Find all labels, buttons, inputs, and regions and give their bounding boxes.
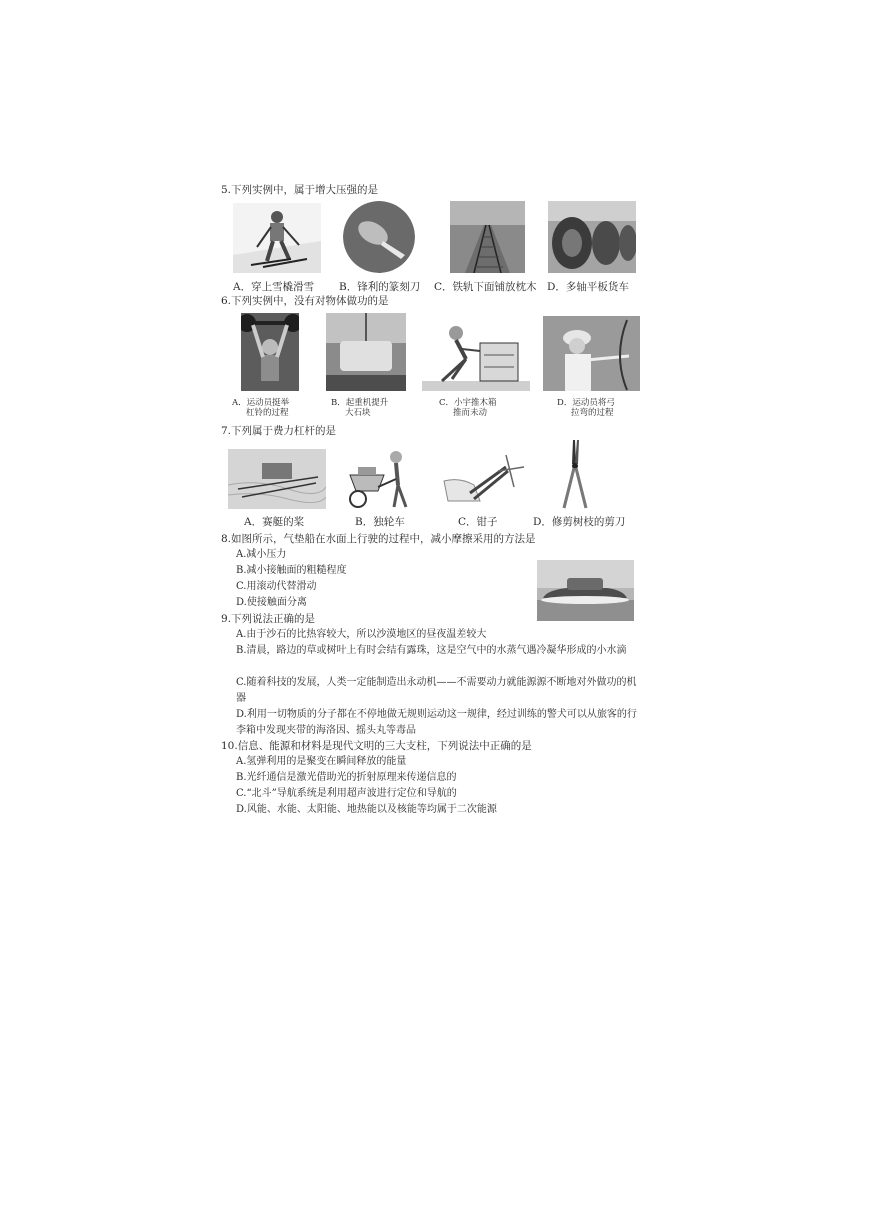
question-6-stem: 6.下列实例中，没有对物体做功的是 xyxy=(221,295,389,307)
wheelbarrow-image xyxy=(344,447,414,510)
q6-caption-b xyxy=(331,398,388,418)
weightlifter-image xyxy=(241,313,299,391)
q7-caption-a: A．赛艇的桨 xyxy=(244,516,305,528)
railway-track-image xyxy=(450,201,525,273)
q5-caption-a: A．穿上雪橇滑雪 xyxy=(233,281,315,293)
q6-caption-b-line1: B．起重机提升 xyxy=(331,398,389,408)
pushing-box-image xyxy=(422,313,530,391)
q8-option-a: A.减小压力 xyxy=(236,549,287,560)
pruning-shears-image xyxy=(560,440,590,510)
q7-caption-d: D．修剪树枝的剪刀 xyxy=(533,516,626,528)
flatbed-truck-image xyxy=(548,201,636,273)
q9-option-b: B.清晨，路边的草或树叶上有时会结有露珠，这是空气中的水蒸气遇冷凝华形成的小水滴 xyxy=(236,645,627,656)
question-10-stem: 10.信息、能源和材料是现代文明的三大支柱，下列说法中正确的是 xyxy=(221,740,532,752)
q10-option-a: A.氢弹利用的是聚变在瞬间释放的能量 xyxy=(236,756,407,767)
q6-caption-a xyxy=(232,398,289,418)
q10-option-d: D.风能、水能、太阳能、地热能以及核能等均属于二次能源 xyxy=(236,804,497,815)
q6-caption-c-line1: C．小宇推木箱 xyxy=(439,398,497,408)
q5-caption-d: D．多轴平板货车 xyxy=(547,281,629,293)
q8-option-b: B.减小接触面的粗糙程度 xyxy=(236,565,347,576)
pliers-image xyxy=(440,441,528,511)
question-7-stem: 7.下列属于费力杠杆的是 xyxy=(221,425,337,437)
q6-caption-a-line2: 杠铃的过程 xyxy=(246,408,289,418)
q6-caption-d-line1: D．运动员将弓 xyxy=(557,398,615,408)
q10-option-c: C.“北斗”导航系统是利用超声波进行定位和导航的 xyxy=(236,788,457,799)
q6-caption-b-line2: 大石块 xyxy=(345,408,371,418)
q10-option-b: B.光纤通信是激光借助光的折射原理来传递信息的 xyxy=(236,772,457,783)
q8-option-d: D.使接触面分离 xyxy=(236,597,307,608)
archer-image xyxy=(543,316,640,391)
q6-caption-c xyxy=(439,398,497,418)
q8-option-c: C.用滚动代替滑动 xyxy=(236,581,317,592)
question-8-stem: 8.如图所示，气垫船在水面上行驶的过程中，减小摩擦采用的方法是 xyxy=(221,533,536,545)
q9-option-a: A.由于沙石的比热容较大，所以沙漠地区的昼夜温差较大 xyxy=(236,629,487,640)
skier-image xyxy=(233,203,321,273)
q6-caption-a-line1: A．运动员挺举 xyxy=(232,398,290,408)
crane-stone-image xyxy=(326,313,406,391)
hovercraft-image xyxy=(537,560,634,621)
q5-caption-b: B．锋利的篆刻刀 xyxy=(339,281,421,293)
q6-caption-d-line2: 拉弯的过程 xyxy=(571,408,614,418)
carving-knife-image xyxy=(343,201,415,273)
q7-caption-c: C．钳子 xyxy=(458,516,498,528)
q9-option-c: C.随着科技的发展，人类一定能制造出永动机——不需要动力就能源源不断地对外做功的机器 xyxy=(236,677,637,704)
rowing-boat-image xyxy=(228,449,326,509)
question-9-stem: 9.下列说法正确的是 xyxy=(221,613,316,625)
q7-caption-b: B．独轮车 xyxy=(355,516,405,528)
q6-caption-c-line2: 推而未动 xyxy=(453,408,488,418)
q6-caption-d xyxy=(557,398,615,418)
q5-caption-c: C．铁轨下面铺放枕木 xyxy=(434,281,537,293)
question-5-stem: 5.下列实例中，属于增大压强的是 xyxy=(221,184,379,196)
q9-option-d: D.利用一切物质的分子都在不停地做无规则运动这一规律，经过训练的警犬可以从旅客的行李箱中发现夹带的海洛因、摇头丸等毒品 xyxy=(236,709,637,736)
